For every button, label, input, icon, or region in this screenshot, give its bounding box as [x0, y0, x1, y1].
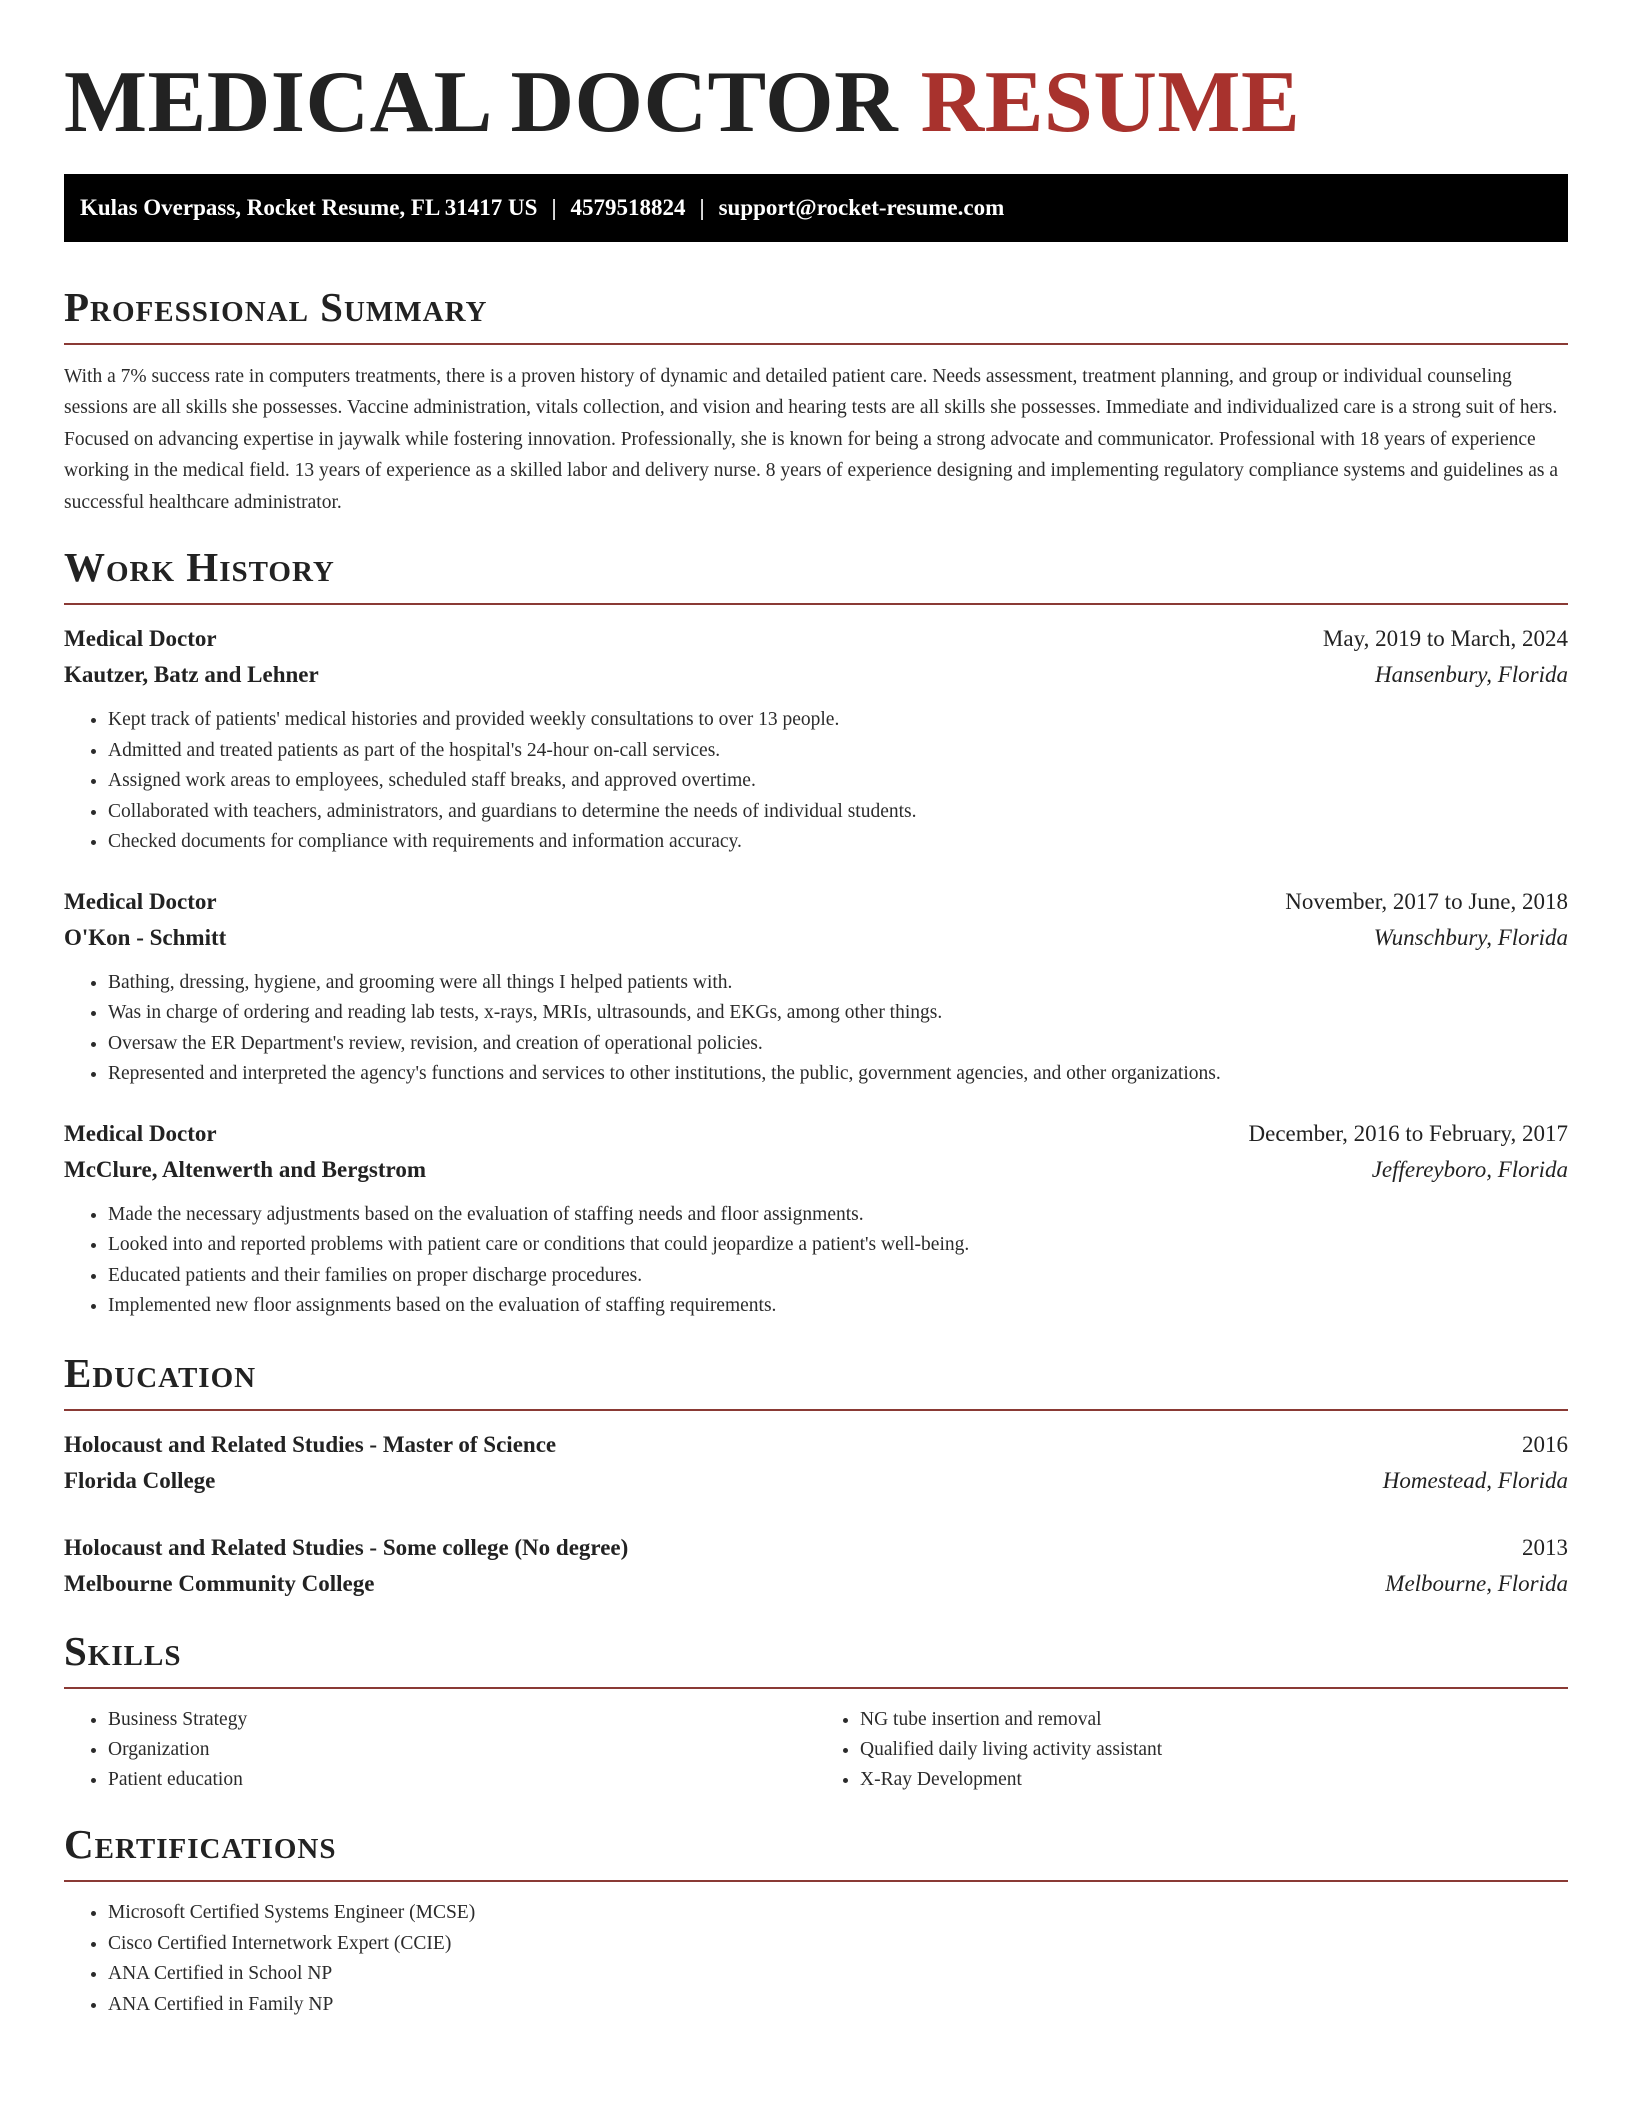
- certifications-list: [64, 1898, 1568, 2020]
- section-divider: [64, 1409, 1568, 1411]
- job-location: Jeffereyboro, Florida: [1371, 1156, 1568, 1182]
- list-item: • Oversaw the ER Department's review, revision, and creation of operational policies.: [108, 1029, 1568, 1060]
- job-company-row: [64, 657, 1568, 693]
- section-heading: Skills: [64, 1628, 182, 1675]
- contact-separator: |: [551, 194, 557, 220]
- list-item: • Looked into and reported problems with patient care or conditions that could jeopardize a patient's well-being.: [108, 1230, 1568, 1261]
- contact-email: support@rocket-resume.com: [718, 194, 1005, 220]
- list-item: • NG tube insertion and removal: [860, 1705, 1568, 1735]
- list-item: • Assigned work areas to employees, scheduled staff breaks, and approved overtime.: [108, 766, 1568, 797]
- list-item: • Qualified daily living activity assistant: [860, 1735, 1568, 1765]
- section-heading: Education: [64, 1349, 257, 1396]
- education-school: Melbourne Community College: [64, 1571, 375, 1597]
- contact-address: Kulas Overpass, Rocket Resume, FL 31417 US: [80, 194, 538, 220]
- education-header-row: [64, 1530, 1568, 1566]
- list-item: • Business Strategy: [108, 1705, 816, 1735]
- contact-phone: 4579518824: [570, 194, 686, 220]
- list-item: • Patient education: [108, 1765, 816, 1795]
- job-entry: [64, 1116, 1568, 1322]
- job-dates: November, 2017 to June, 2018: [1285, 888, 1568, 914]
- summary-section: [64, 284, 1568, 519]
- education-degree: Holocaust and Related Studies - Master of Science: [64, 1432, 557, 1458]
- list-item: • X-Ray Development: [860, 1765, 1568, 1795]
- job-company-row: [64, 1152, 1568, 1188]
- education-entry: [64, 1427, 1568, 1499]
- job-company: O'Kon - Schmitt: [64, 924, 227, 950]
- job-dates: December, 2016 to February, 2017: [1248, 1120, 1568, 1146]
- section-divider: [64, 603, 1568, 605]
- list-item: • ANA Certified in School NP: [108, 1959, 1568, 1990]
- list-item: • Checked documents for compliance with requirements and information accuracy.: [108, 827, 1568, 858]
- job-entry: [64, 884, 1568, 1090]
- section-heading: Work History: [64, 544, 335, 591]
- title-main: MEDICAL DOCTOR: [64, 54, 899, 151]
- skills-section: [64, 1628, 1568, 1795]
- list-item: • Organization: [108, 1735, 816, 1765]
- education-section: [64, 1350, 1568, 1602]
- list-item: • Admitted and treated patients as part of the hospital's 24-hour on-call services.: [108, 736, 1568, 767]
- education-year: 2013: [1522, 1535, 1568, 1561]
- job-dates: May, 2019 to March, 2024: [1322, 626, 1568, 652]
- skills-column-left: [64, 1705, 816, 1795]
- list-item: • Cisco Certified Internetwork Expert (CCIE): [108, 1929, 1568, 1960]
- skills-grid: [64, 1705, 1568, 1795]
- job-location: Wunschbury, Florida: [1373, 924, 1568, 950]
- job-title: Medical Doctor: [64, 1120, 217, 1146]
- list-item: • Represented and interpreted the agency's functions and services to other institutions, the public, government agencies, and other organizations.: [108, 1059, 1568, 1090]
- job-company-row: [64, 920, 1568, 956]
- contact-separator: |: [699, 194, 705, 220]
- work-history-section: [64, 544, 1568, 1322]
- list-item: • ANA Certified in Family NP: [108, 1990, 1568, 2021]
- skills-column-right: [816, 1705, 1568, 1795]
- job-bullets: [64, 705, 1568, 858]
- section-heading: Professional Summary: [64, 283, 488, 330]
- job-title: Medical Doctor: [64, 626, 217, 652]
- education-header-row: [64, 1427, 1568, 1463]
- list-item: • Was in charge of ordering and reading lab tests, x-rays, MRIs, ultrasounds, and EKGs, among other things.: [108, 998, 1568, 1029]
- list-item: • Microsoft Certified Systems Engineer (MCSE): [108, 1898, 1568, 1929]
- job-header-row: [64, 621, 1568, 657]
- education-school: Florida College: [64, 1468, 216, 1494]
- list-item: • Collaborated with teachers, administrators, and guardians to determine the needs of individual students.: [108, 797, 1568, 828]
- list-item: • Kept track of patients' medical histories and provided weekly consultations to over 13 people.: [108, 705, 1568, 736]
- job-entry: [64, 621, 1568, 858]
- contact-bar: [64, 174, 1568, 242]
- education-school-row: [64, 1463, 1568, 1499]
- education-year: 2016: [1522, 1432, 1568, 1458]
- job-bullets: [64, 968, 1568, 1090]
- job-location: Hansenbury, Florida: [1375, 662, 1568, 688]
- list-item: • Implemented new floor assignments based on the evaluation of staffing requirements.: [108, 1291, 1568, 1322]
- job-title: Medical Doctor: [64, 888, 217, 914]
- education-location: Melbourne, Florida: [1385, 1571, 1568, 1597]
- section-divider: [64, 343, 1568, 345]
- list-item: • Bathing, dressing, hygiene, and grooming were all things I helped patients with.: [108, 968, 1568, 999]
- education-degree: Holocaust and Related Studies - Some college (No degree): [64, 1535, 629, 1561]
- job-company: McClure, Altenwerth and Bergstrom: [64, 1156, 426, 1182]
- education-entry: [64, 1530, 1568, 1602]
- job-company: Kautzer, Batz and Lehner: [64, 662, 319, 688]
- education-school-row: [64, 1566, 1568, 1602]
- list-item: • Made the necessary adjustments based on the evaluation of staffing needs and floor assignments.: [108, 1200, 1568, 1231]
- summary-text: With a 7% success rate in computers treatments, there is a proven history of dynamic and detailed patient care. Needs assessment, treatment planning, and group or individual counseling sessions are all skills she possesses. Vaccine administration, vitals collection, and vision and hearing tests are all skills she possesses. Immediate and individualized care is a strong suit of hers. Focused on advancing expertise in jaywalk while fostering innovation. Professionally, she is known for being a strong advocate and communicator. Professional with 18 years of experience working in the medical field. 13 years of experience as a skilled labor and delivery nurse. 8 years of experience designing and implementing regulatory compliance systems and guidelines as a successful healthcare administrator.: [64, 365, 1558, 513]
- job-header-row: [64, 884, 1568, 920]
- resume-title: [64, 50, 1568, 156]
- certifications-section: [64, 1821, 1568, 2020]
- job-bullets: [64, 1200, 1568, 1322]
- list-item: • Educated patients and their families on proper discharge procedures.: [108, 1261, 1568, 1292]
- section-heading: Certifications: [64, 1821, 337, 1868]
- job-header-row: [64, 1116, 1568, 1152]
- education-location: Homestead, Florida: [1382, 1468, 1568, 1494]
- section-divider: [64, 1880, 1568, 1882]
- section-divider: [64, 1687, 1568, 1689]
- title-accent: RESUME: [920, 54, 1301, 151]
